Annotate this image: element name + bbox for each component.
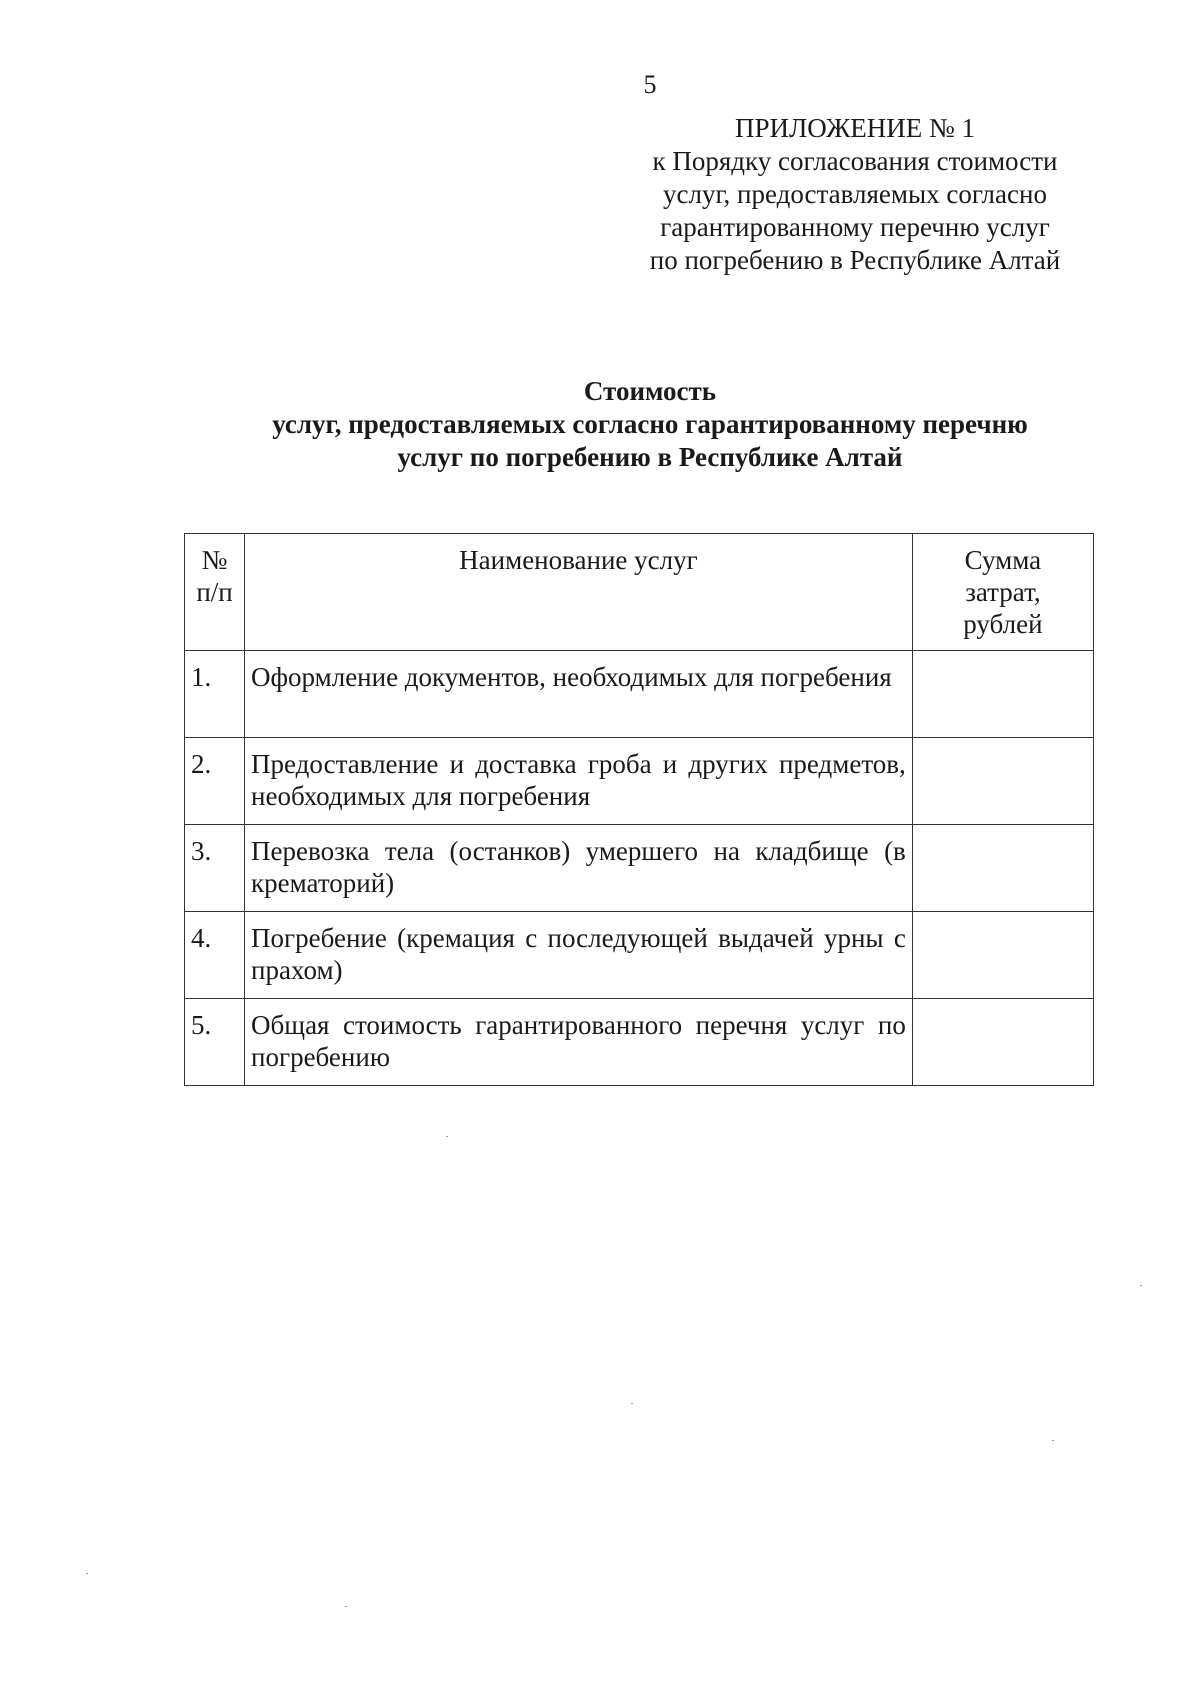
scan-speck xyxy=(86,1573,88,1574)
scan-speck xyxy=(345,1606,347,1607)
page-number: 5 xyxy=(643,70,657,99)
header-sum-line: рублей xyxy=(963,609,1043,639)
table-row xyxy=(185,651,1094,738)
header-service-name: Наименование услуг xyxy=(245,534,913,651)
row-cost-cell xyxy=(912,912,1093,999)
header-number-abbr: п/п xyxy=(196,577,233,607)
header-sum-line: затрат, xyxy=(965,577,1041,607)
appendix-line: услуг, предоставляемых согласно xyxy=(663,179,1047,209)
header-number xyxy=(185,534,245,651)
table-row xyxy=(185,825,1094,912)
header-number-symbol: № xyxy=(201,545,228,575)
appendix-line: гарантированному перечню услуг xyxy=(660,212,1050,242)
table-header-row xyxy=(185,534,1094,651)
row-cost-cell xyxy=(912,651,1093,738)
header-sum-line: Сумма xyxy=(964,545,1042,575)
scan-speck xyxy=(446,1136,448,1137)
table-row xyxy=(185,999,1094,1086)
title-line: Стоимость xyxy=(583,376,717,406)
scan-speck xyxy=(1052,1440,1054,1441)
row-number: 2. xyxy=(185,738,245,825)
row-service-name: Погребение (кремация с последующей выдачей урны с прахом) xyxy=(245,912,913,999)
services-cost-table xyxy=(184,533,1094,1086)
title-line: услуг, предоставляемых согласно гарантированному перечню xyxy=(272,409,1028,439)
scan-speck xyxy=(1140,1285,1142,1286)
title-line: услуг по погребению в Республике Алтай xyxy=(397,442,903,472)
table-row xyxy=(185,912,1094,999)
appendix-title: ПРИЛОЖЕНИЕ № 1 xyxy=(734,113,976,143)
row-service-name: Оформление документов, необходимых для погребения xyxy=(245,651,913,738)
row-number: 4. xyxy=(185,912,245,999)
header-cost-sum xyxy=(912,534,1093,651)
row-service-name: Перевозка тела (останков) умершего на кладбище (в крематорий) xyxy=(245,825,913,912)
table-row xyxy=(185,738,1094,825)
row-service-name: Общая стоимость гарантированного перечня услуг по погребению xyxy=(245,999,913,1086)
row-number: 5. xyxy=(185,999,245,1086)
appendix-header xyxy=(620,112,1090,277)
row-number: 3. xyxy=(185,825,245,912)
document-title xyxy=(180,375,1120,474)
appendix-line: по погребению в Республике Алтай xyxy=(649,245,1061,275)
appendix-line: к Порядку согласования стоимости xyxy=(652,146,1058,176)
row-cost-cell xyxy=(912,738,1093,825)
row-service-name: Предоставление и доставка гроба и других предметов, необходимых для погребения xyxy=(245,738,913,825)
row-cost-cell xyxy=(912,999,1093,1086)
scan-speck xyxy=(631,1403,633,1404)
row-number: 1. xyxy=(185,651,245,738)
row-cost-cell xyxy=(912,825,1093,912)
